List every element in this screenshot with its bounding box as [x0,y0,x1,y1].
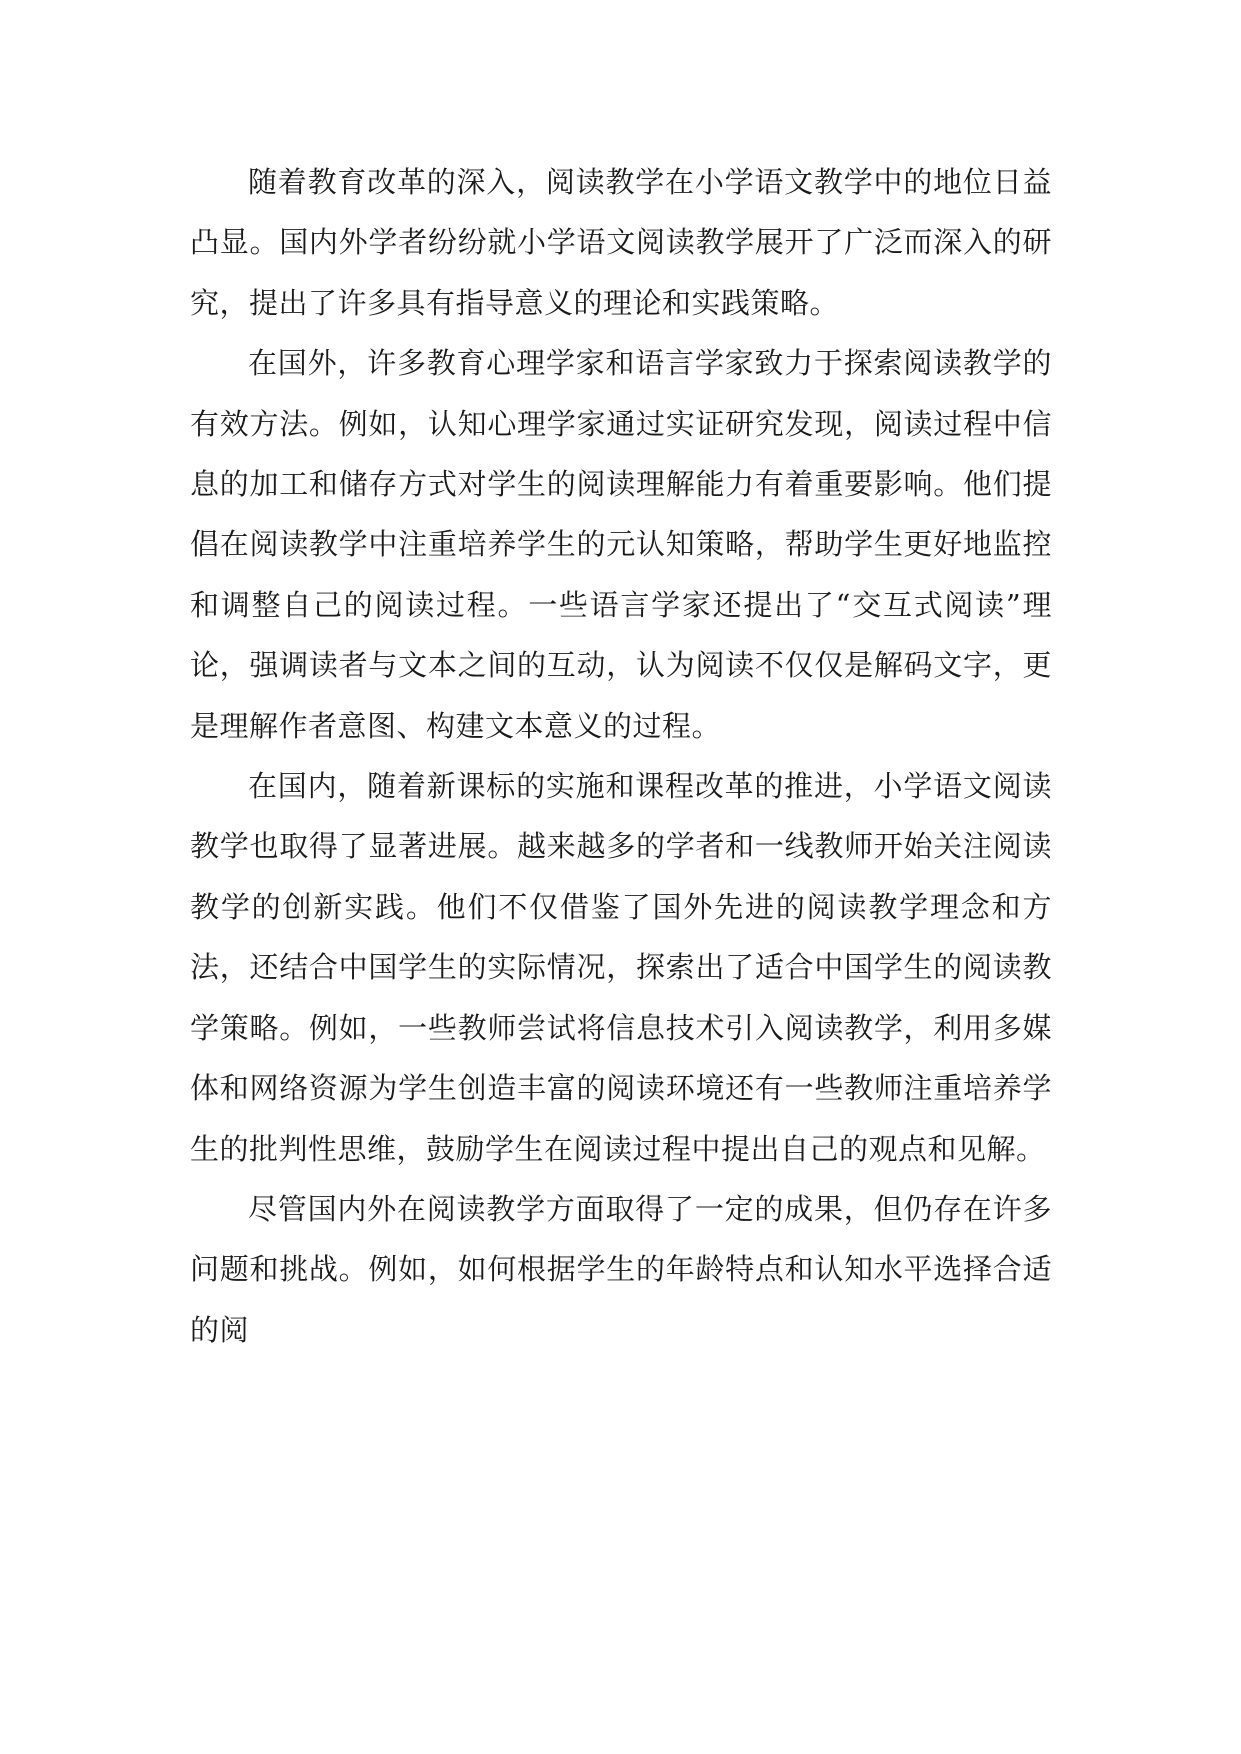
body-text [190,152,1052,1360]
paragraph-1: 随着教育改革的深入，阅读教学在小学语文教学中的地位日益凸显。国内外学者纷纷就小学语文阅读教学展开了广泛而深入的研究，提出了许多具有指导意义的理论和实践策略。 [190,165,1052,320]
paragraph-4: 尽管国内外在阅读教学方面取得了一定的成果，但仍存在许多问题和挑战。例如，如何根据学生的年龄特点和认知水平选择合适的阅 [190,1191,1052,1347]
paragraph-3: 在国内，随着新课标的实施和课程改革的推进，小学语文阅读教学也取得了显著进展。越来越多的学者和一线教师开始关注阅读教学的创新实践。他们不仅借鉴了国外先进的阅读教学理念和方法，还结合中国学生的实际情况，探索出了适合中国学生的阅读教学策略。例如，一些教师尝试将信息技术引入阅读教学，利用多媒体和网络资源为学生创造丰富的阅读环境还有一些教师注重培养学生的批判性思维，鼓励学生在阅读过程中提出自己的观点和见解。 [190,769,1052,1166]
paragraph-2: 在国外，许多教育心理学家和语言学家致力于探索阅读教学的有效方法。例如，认知心理学家通过实证研究发现，阅读过程中信息的加工和储存方式对学生的阅读理解能力有着重要影响。他们提倡在阅读教学中注重培养学生的元认知策略，帮助学生更好地监控和调整自己的阅读过程。一些语言学家还提出了“交互式阅读”理论，强调读者与文本之间的互动，认为阅读不仅仅是解码文字，更是理解作者意图、构建文本意义的过程。 [190,346,1052,743]
